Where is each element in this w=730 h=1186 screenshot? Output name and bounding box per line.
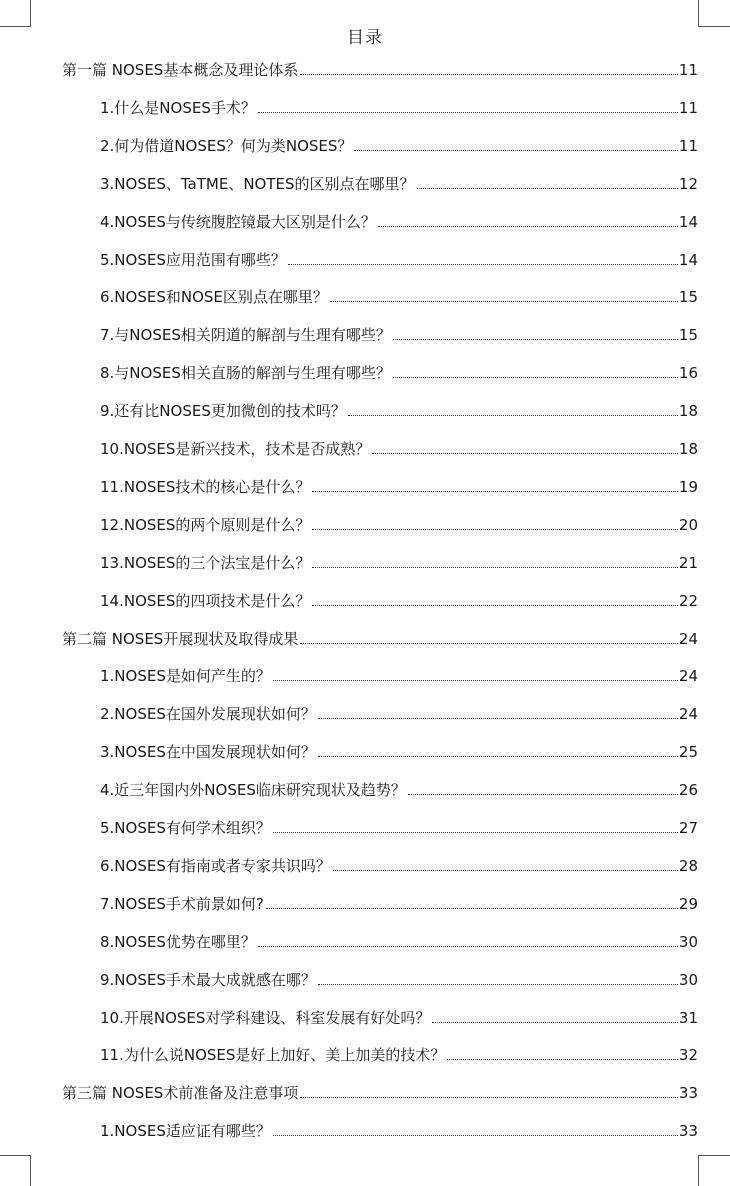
toc-dot-leader [408,794,678,795]
toc-entry-label: 10.NOSES是新兴技术，技术是否成熟？ [100,440,371,458]
toc-entry-label: 14.NOSES的四项技术是什么？ [100,591,311,610]
toc-page-number: 24 [678,667,698,686]
toc-entry-label: 13.NOSES的三个法宝是什么？ [100,553,311,572]
toc-page-number: 29 [678,894,698,913]
toc-dot-leader [354,150,677,151]
toc-page-number: 11 [678,136,698,155]
toc-dot-leader [300,643,678,644]
toc-question-entry[interactable] [100,363,698,383]
toc-entry-label: 3.NOSES在中国发展现状如何？ [100,743,316,762]
toc-dot-leader [258,112,678,113]
toc-entry-label: 7.与NOSES相关阴道的解剖与生理有哪些？ [100,326,391,345]
crop-mark-bottom-left-horizontal [0,1155,31,1156]
toc-page-number: 12 [678,174,698,193]
toc-entry-label: 第二篇 NOSES开展现状及取得成果 [62,629,299,648]
toc-dot-leader [300,74,678,75]
toc-question-entry[interactable] [100,212,698,232]
toc-page-number: 11 [678,98,698,117]
toc-page-number: 27 [678,819,698,837]
toc-question-entry[interactable] [100,742,698,762]
toc-question-entry[interactable] [100,1008,698,1028]
toc-dot-leader [312,605,678,606]
toc-question-entry[interactable] [100,515,698,535]
toc-part-entry[interactable] [62,629,698,649]
toc-entry-label: 第一篇 NOSES基本概念及理论体系 [62,61,299,79]
toc-page-number: 30 [678,932,698,951]
crop-mark-bottom-right-vertical [698,1155,699,1186]
toc-page-number: 30 [678,970,698,989]
toc-page-number: 26 [678,781,698,800]
toc-dot-leader [393,339,678,340]
toc-entry-label: 9.NOSES手术最大成就感在哪？ [100,970,316,989]
toc-entry-label: 4.近三年国内外NOSES临床研究现状及趋势？ [100,781,406,800]
toc-question-entry[interactable] [100,818,698,838]
toc-dot-leader [432,1022,678,1023]
toc-entry-label: 2.何为借道NOSES？何为类NOSES？ [100,136,353,155]
toc-entry-label: 8.NOSES优势在哪里？ [100,932,256,951]
toc-page-number: 33 [678,1122,698,1141]
toc-question-entry[interactable] [100,856,698,876]
toc-question-entry[interactable] [100,780,698,800]
toc-page-number: 15 [678,326,698,345]
crop-mark-top-left-vertical [30,0,31,26]
toc-part-entry[interactable] [62,1083,698,1103]
toc-page-number: 16 [678,364,698,383]
toc-entry-label: 5.NOSES有何学术组织？ [100,819,271,837]
toc-dot-leader [312,567,678,568]
toc-entry-label: 1.什么是NOSES手术？ [100,98,256,117]
toc-dot-leader [447,1059,678,1060]
toc-entry-label: 1.NOSES是如何产生的？ [100,667,271,686]
toc-page-number: 18 [678,402,698,421]
toc-entry-label: 6.NOSES和NOSE区别点在哪里？ [100,288,328,307]
toc-dot-leader [348,415,678,416]
toc-question-entry[interactable] [100,704,698,724]
toc-page-number: 18 [678,440,698,458]
toc-page-number: 28 [678,856,698,875]
toc-entry-label: 5.NOSES应用范围有哪些？ [100,250,286,269]
toc-entry-label: 2.NOSES在国外发展现状如何？ [100,705,316,724]
toc-question-entry[interactable] [100,477,698,497]
toc-question-entry[interactable] [100,401,698,421]
toc-dot-leader [333,870,678,871]
toc-entry-label: 1.NOSES适应证有哪些？ [100,1122,271,1141]
toc-page-number: 33 [678,1084,698,1103]
toc-entry-label: 9.还有比NOSES更加微创的技术吗？ [100,402,346,421]
toc-entry-label: 第三篇 NOSES术前准备及注意事项 [62,1084,299,1103]
toc-title: 目录 [347,28,383,48]
toc-entry-label: 4.NOSES与传统腹腔镜最大区别是什么？ [100,212,376,231]
toc-question-entry[interactable] [100,553,698,573]
toc-dot-leader [288,264,678,265]
toc-page-number: 31 [678,1008,698,1027]
toc-dot-leader [330,301,678,302]
toc-question-entry[interactable] [100,136,698,156]
toc-dot-leader [312,529,678,530]
toc-dot-leader [312,491,678,492]
toc-question-entry[interactable] [100,287,698,307]
toc-dot-leader [273,832,678,833]
toc-dot-leader [378,226,678,227]
toc-page-number: 25 [678,743,698,762]
toc-dot-leader [393,377,678,378]
toc-question-entry[interactable] [100,932,698,952]
toc-question-entry[interactable] [100,250,698,270]
toc-page-number: 24 [678,629,698,648]
toc-page-number: 14 [678,250,698,269]
toc-dot-leader [300,1097,678,1098]
toc-question-entry[interactable] [100,666,698,686]
toc-dot-leader [258,946,678,947]
toc-dot-leader [318,984,678,985]
toc-dot-leader [273,1135,678,1136]
toc-entry-label: 8.与NOSES相关直肠的解剖与生理有哪些？ [100,364,391,383]
toc-page-number: 24 [678,705,698,724]
toc-question-entry[interactable] [100,325,698,345]
toc-dot-leader [417,188,678,189]
toc-page-number: 22 [678,591,698,610]
crop-mark-bottom-right-horizontal [698,1155,730,1156]
toc-dot-leader [318,718,678,719]
toc-entry-label: 12.NOSES的两个原则是什么？ [100,515,311,534]
crop-mark-bottom-left-vertical [30,1155,31,1186]
toc-dot-leader [372,453,678,454]
toc-page-number: 11 [678,61,698,79]
toc-page-number: 32 [678,1046,698,1065]
toc-entry-label: 11.NOSES技术的核心是什么？ [100,477,311,496]
toc-page-number: 19 [678,477,698,496]
toc-question-entry[interactable] [100,894,698,914]
toc-entry-label: 11.为什么说NOSES是好上加好、美上加美的技术？ [100,1046,446,1065]
toc-question-entry[interactable] [100,1121,698,1141]
toc-page-number: 21 [678,553,698,572]
crop-mark-top-right-vertical [698,0,699,26]
toc-entry-label: 10.开展NOSES对学科建设、科室发展有好处吗？ [100,1008,431,1027]
toc-question-entry[interactable] [100,174,698,194]
toc-page-number: 14 [678,212,698,231]
toc-part-entry[interactable] [62,60,698,80]
toc-dot-leader [273,680,678,681]
toc-question-entry[interactable] [100,970,698,990]
toc-question-entry[interactable] [100,439,698,459]
toc-entry-label: 6.NOSES有指南或者专家共识吗？ [100,856,331,875]
toc-page-number: 15 [678,288,698,307]
toc-dot-leader [266,908,678,909]
toc-dot-leader [318,756,678,757]
toc-entry-label: 7.NOSES手术前景如何? [100,894,264,913]
toc-entry-label: 3.NOSES、TaTME、NOTES的区别点在哪里？ [100,174,415,193]
toc-question-entry[interactable] [100,1045,698,1065]
toc-page-number: 20 [678,515,698,534]
toc-question-entry[interactable] [100,591,698,611]
toc-question-entry[interactable] [100,98,698,118]
